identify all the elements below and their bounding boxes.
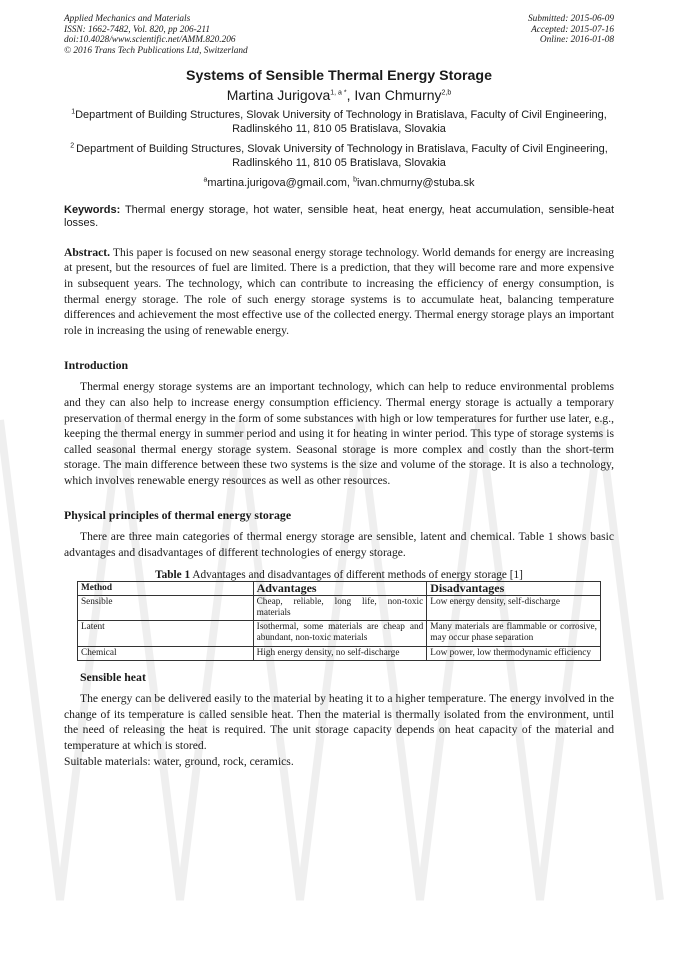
email-b[interactable]: ivan.chmurny@stuba.sk xyxy=(356,176,475,189)
table-row xyxy=(78,621,601,646)
table-cell-disadvantages: Many materials are flammable or corrosive, may occur phase separation xyxy=(427,621,601,646)
table-cell-disadvantages: Low energy density, self-discharge xyxy=(427,596,601,621)
email-line xyxy=(64,177,614,189)
author-1: Martina Jurigova xyxy=(226,87,331,104)
journal-info xyxy=(64,14,248,56)
affiliation-2 xyxy=(64,143,614,171)
table-header-method: Method xyxy=(78,581,254,596)
sensible-materials: Suitable materials: water, ground, rock, ceramics. xyxy=(64,754,294,768)
table-caption xyxy=(64,569,614,581)
author-separator: , xyxy=(346,87,355,104)
table-caption-text: Advantages and disadvantages of different methods of energy storage [1] xyxy=(190,568,523,581)
date-online: Online: 2016-01-08 xyxy=(539,35,614,46)
author-2-sup: 2,b xyxy=(441,89,452,97)
email-b-sup: b xyxy=(353,175,357,183)
author-1-sup: 1, a * xyxy=(330,89,347,97)
affiliation-1 xyxy=(64,109,614,137)
email-a[interactable]: martina.jurigova@gmail.com, xyxy=(207,176,354,189)
intro-heading: Introduction xyxy=(64,358,129,373)
publication-dates xyxy=(528,14,614,56)
table-cell-method: Latent xyxy=(78,621,254,646)
date-submitted: Submitted: 2015-06-09 xyxy=(528,14,614,24)
table-cell-method: Chemical xyxy=(78,646,254,661)
journal-name: Applied Mechanics and Materials xyxy=(64,14,191,24)
energy-storage-table xyxy=(77,581,601,662)
journal-header xyxy=(64,14,614,56)
table-row xyxy=(78,596,601,621)
table-header-advantages: Advantages xyxy=(253,581,427,596)
author-line xyxy=(64,87,614,103)
journal-doi[interactable]: doi:10.4028/www.scientific.net/AMM.820.206 xyxy=(64,35,236,46)
keywords-label: Keywords: xyxy=(64,203,121,216)
physical-paragraph: There are three main categories of thermal energy storage are sensible, latent and chemical. Table 1 shows basic advantages and disadvantages of different technologies of energy storage. xyxy=(64,530,614,560)
affiliation-1-text: Department of Building Structures, Slovak University of Technology in Bratislava, Faculty of Civil Engineering, Radlinského 11, 810 05 Bratislava, Slovakia xyxy=(75,109,607,136)
table-header-row xyxy=(78,581,601,596)
physical-heading: Physical principles of thermal energy storage xyxy=(64,508,292,523)
table-cell-method: Sensible xyxy=(78,596,254,621)
table-cell-advantages: High energy density, no self-discharge xyxy=(253,646,427,661)
table-header-disadvantages: Disadvantages xyxy=(427,581,601,596)
abstract-label: Abstract. xyxy=(64,245,111,259)
abstract xyxy=(64,245,614,339)
paper-page xyxy=(64,14,614,769)
affiliation-1-sup: 1 xyxy=(71,108,76,116)
keywords-text: Thermal energy storage, hot water, sensible heat, heat energy, heat accumulation, sensible-heat losses. xyxy=(64,203,614,230)
journal-copyright: © 2016 Trans Tech Publications Ltd, Switzerland xyxy=(64,45,248,56)
journal-issn: ISSN: 1662-7482, Vol. 820, pp 206-211 xyxy=(64,24,210,35)
intro-paragraph: Thermal energy storage systems are an important technology, which can help to reduce environmental problems and they can also help to increase energy consumption efficiency. Thermal energy storage is actually a temporary preservation of thermal energy in the form of some substances with high or low temperatures for further use later, e.g., keeping the thermal energy in summer period and using it for heating in winter period. This type of storage systems is called seasonal thermal energy storage system. Seasonal storage is more complex and costly than the short-term storage. The main difference between these two systems is the size and volume of the storage. It is also a technology, which involves renewable energy resources as well as other resources. xyxy=(64,380,614,487)
sensible-paragraph: The energy can be delivered easily to the material by heating it to a higher temperature. The energy involved in the change of its temperature is called sensible heat. Then the material is thermally isolated from the environment, until the need of releasing the heat is required. The unit storage capacity depends on heat capacity of the material and temperature at which is stored. xyxy=(64,692,614,752)
table-cell-advantages: Isothermal, some materials are cheap and abundant, non-toxic materials xyxy=(253,621,427,646)
table-cell-disadvantages: Low power, low thermodynamic efficiency xyxy=(427,646,601,661)
date-accepted: Accepted: 2015-07-16 xyxy=(531,24,614,35)
paper-title: Systems of Sensible Thermal Energy Storage xyxy=(186,68,492,85)
affiliation-2-text: Department of Building Structures, Slovak University of Technology in Bratislava, Faculty of Civil Engineering, Radlinského 11, 810 05 Bratislava, Slovakia xyxy=(76,142,608,169)
abstract-text: This paper is focused on new seasonal energy storage technology. World demands for energy are increasing at present, but the resources of fuel are limited. There is a prediction, that they will become rare and more expensive in subsequent years. The technology, which can contribute to increasing the efficiency of energy consumption, is thermal energy storage. The role of such energy storage systems is to accumulate heat, balancing temperature differences and achievement the most effective use of the collected energy. Thermal energy storage plays an important role in increasing the using of renewable energy. xyxy=(64,245,614,337)
author-2: Ivan Chmurny xyxy=(354,87,442,104)
email-a-sup: a xyxy=(203,175,208,183)
table-caption-label: Table 1 xyxy=(155,568,191,581)
table-cell-advantages: Cheap, reliable, long life, non-toxic materials xyxy=(253,596,427,621)
affiliation-2-sup: 2 xyxy=(70,142,77,150)
sensible-heading: Sensible heat xyxy=(80,670,146,685)
table-row xyxy=(78,646,601,661)
keywords xyxy=(64,204,614,231)
